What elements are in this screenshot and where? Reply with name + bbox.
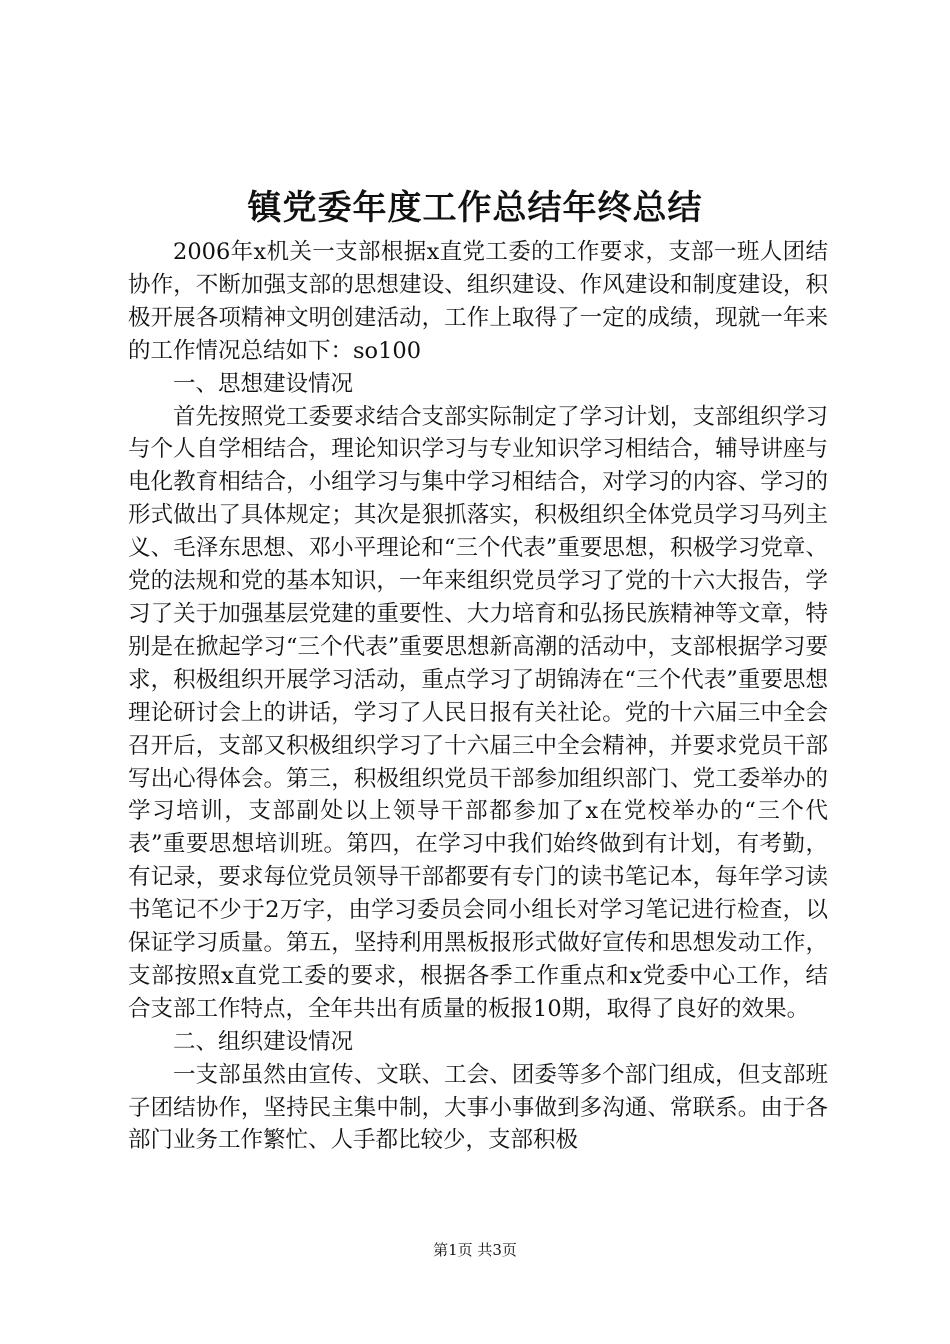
section-heading-organization: 二、组织建设情况 <box>173 1028 354 1055</box>
section-body-ideology: 首先按照党工委要求结合支部实际制定了学习计划，支部组织学习与个人自学相结合，理论知识学习与专业知识学习相结合，辅导讲座与电化教育相结合，小组学习与集中学习相结合，对学习的内容、学习的形式做出了具体规定；其次是狠抓落实，积极组织全体党员学习马列主义、毛泽东思想、邓小平理论和“三个代表”重要思想，积极学习党章、党的法规和党的基本知识，一年来组织党员学习了党的十六大报告，学习了关于加强基层党建的重要性、大力培育和弘扬民族精神等文章，特别是在掀起学习“三个代表”重要思想新高潮的活动中，支部根据学习要求，积极组织开展学习活动，重点学习了胡锦涛在“三个代表”重要思想理论研讨会上的讲话，学习了人民日报有关社论。党的十六届三中全会召开后，支部又积极组织学习了十六届三中全会精神，并要求党员干部写出心得体会。第三，积极组织党员干部参加组织部门、党工委举办的学习培训，支部副处以上领导干部都参加了x在党校举办的“三个代表”重要思想培训班。第四，在学习中我们始终做到有计划，有考勤，有记录，要求每位党员领导干部都要有专门的读书笔记本，每年学习读书笔记不少于2万字，由学习委员会同小组长对学习笔记进行检查，以保证学习质量。第五，坚持利用黑板报形式做好宣传和思想发动工作，支部按照x直党工委的要求，根据各季工作重点和x党委中心工作，结合支部工作特点，全年共出有质量的板报10期，取得了良好的效果。 <box>128 403 828 1022</box>
page-number-footer: 第1页 共3页 <box>433 1241 517 1259</box>
intro-paragraph: 2006年x机关一支部根据x直党工委的工作要求，支部一班人团结协作，不断加强支部的思想建设、组织建设、作风建设和制度建设，积极开展各项精神文明创建活动，工作上取得了一定的成绩，现就一年来的工作情况总结如下：so100 <box>128 239 828 364</box>
section-body-organization: 一支部虽然由宣传、文联、工会、团委等多个部门组成，但支部班子团结协作，坚持民主集中制，大事小事做到多沟通、常联系。由于各部门业务工作繁忙、人手都比较少，支部积极 <box>128 1061 828 1154</box>
document-title: 镇党委年度工作总结年终总结 <box>247 188 703 228</box>
section-heading-ideology: 一、思想建设情况 <box>173 370 354 397</box>
document-body <box>128 236 828 1157</box>
